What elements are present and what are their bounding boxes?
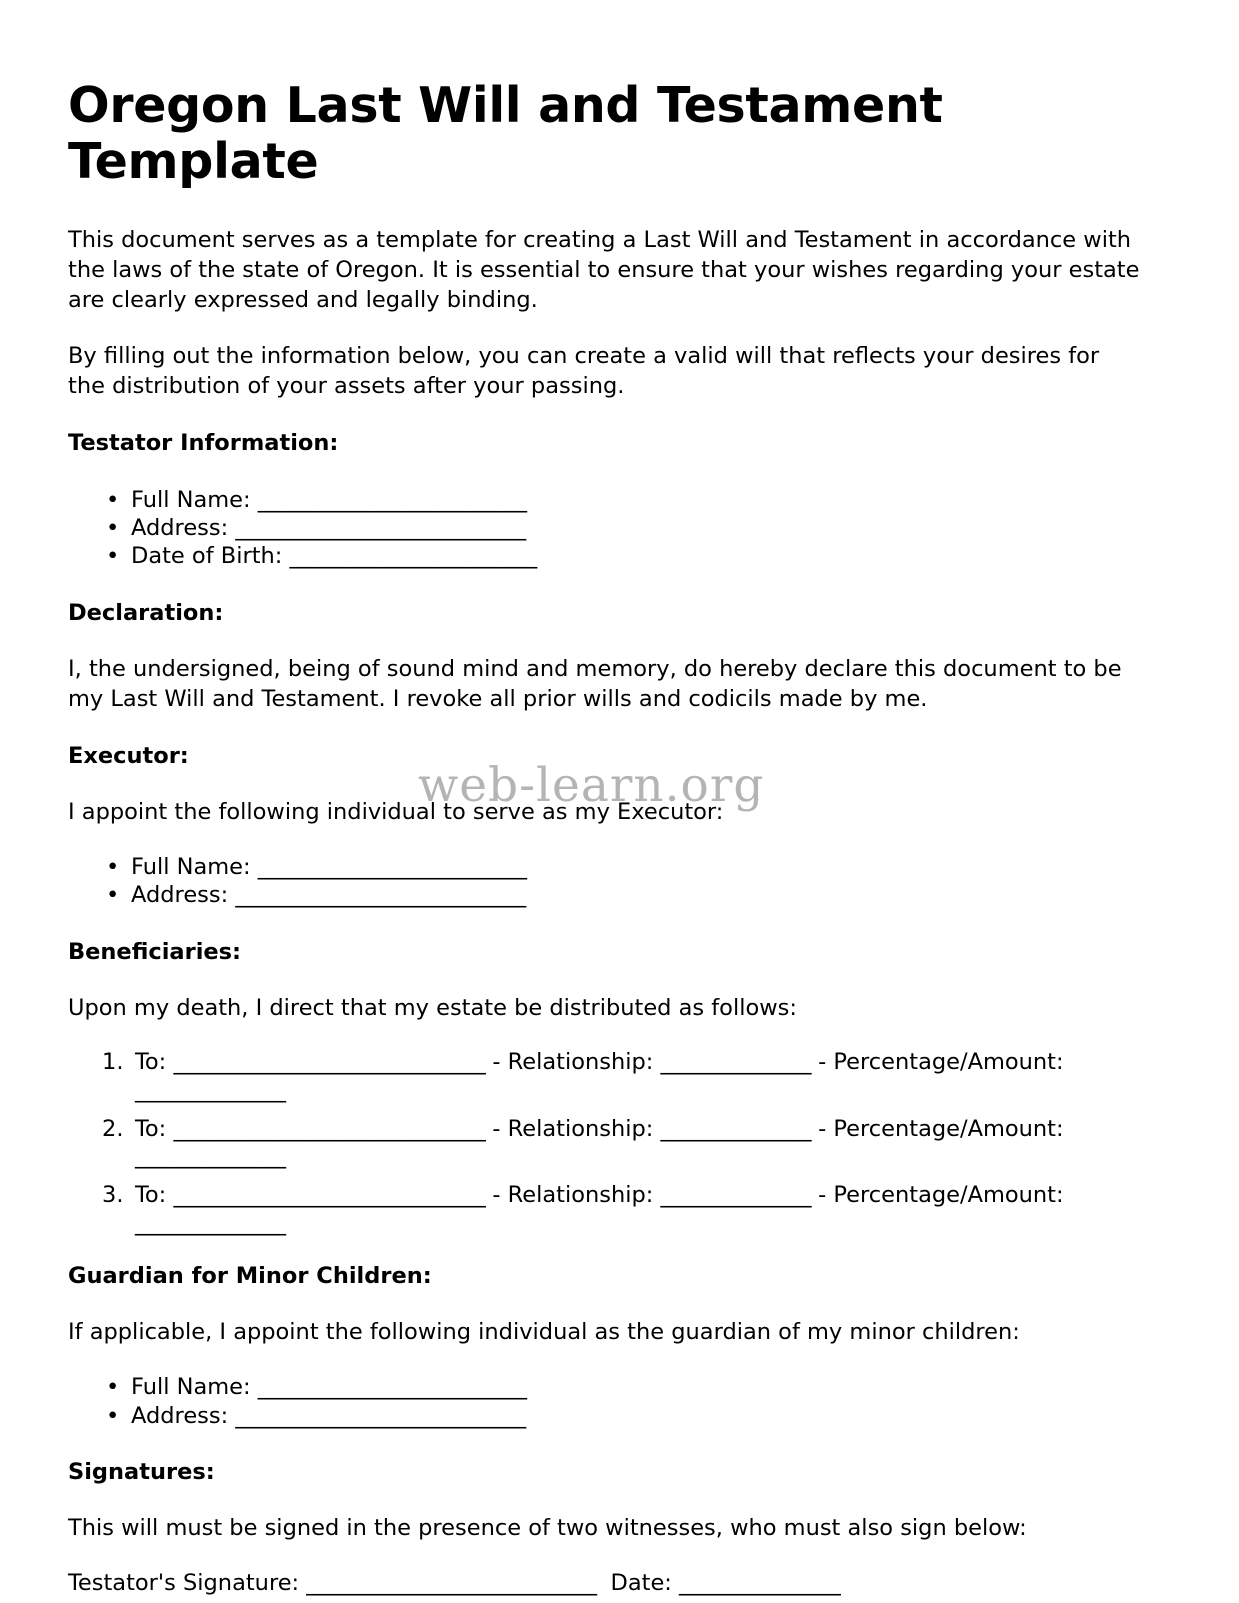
- intro-paragraph-2: By filling out the information below, you can create a valid will that reflects your desires for the distribution of your assets after your passing.: [68, 343, 1100, 400]
- beneficiary-to-blank[interactable]: _____________________________: [173, 1048, 486, 1075]
- beneficiary-to-blank[interactable]: _____________________________: [173, 1182, 486, 1209]
- field-blank[interactable]: _______________________: [289, 543, 537, 570]
- beneficiary-to-label: To:: [135, 1115, 167, 1142]
- beneficiary-percentage-label: - Percentage/Amount:: [818, 1182, 1064, 1209]
- field-label: Date of Birth:: [131, 543, 283, 570]
- beneficiary-percentage-label: - Percentage/Amount:: [818, 1115, 1064, 1142]
- page-title: Oregon Last Will and Testament Template: [68, 77, 943, 190]
- field-blank[interactable]: _________________________: [257, 853, 527, 880]
- beneficiary-relationship-label: - Relationship:: [492, 1048, 654, 1075]
- date-blank[interactable]: _______________: [679, 1570, 841, 1597]
- beneficiary-to-blank[interactable]: _____________________________: [173, 1115, 486, 1142]
- section-heading-executor: Executor:: [68, 742, 189, 769]
- list-item: [106, 486, 1140, 514]
- watermark: web-learn.org: [418, 758, 765, 813]
- field-blank[interactable]: _________________________: [257, 486, 527, 513]
- field-label: Address:: [131, 1402, 229, 1429]
- section-heading-guardian: Guardian for Minor Children:: [68, 1263, 432, 1290]
- beneficiary-percentage-label: - Percentage/Amount:: [818, 1048, 1064, 1075]
- beneficiary-percentage-blank[interactable]: ______________: [135, 1210, 286, 1237]
- beneficiary-relationship-blank[interactable]: ______________: [660, 1115, 811, 1142]
- guardian-fields: [68, 1373, 1140, 1430]
- date-label: Date:: [610, 1570, 672, 1597]
- list-item: [106, 514, 1140, 542]
- declaration-text: I, the undersigned, being of sound mind and memory, do hereby declare this document to be my Last Will and Testament. I revoke all prior wills and codicils made by me.: [68, 655, 1122, 712]
- list-item: [106, 881, 1140, 909]
- testator-signature-label: Testator's Signature:: [68, 1570, 300, 1597]
- field-label: Address:: [131, 882, 229, 909]
- section-heading-declaration: Declaration:: [68, 599, 224, 626]
- testator-signature-blank[interactable]: ___________________________: [306, 1570, 597, 1597]
- field-label: Full Name:: [131, 1374, 251, 1401]
- signatures-text: This will must be signed in the presence of two witnesses, who must also sign below:: [68, 1515, 1027, 1542]
- field-label: Full Name:: [131, 486, 251, 513]
- section-heading-signatures: Signatures:: [68, 1458, 215, 1485]
- list-item: [106, 542, 1140, 570]
- beneficiary-relationship-label: - Relationship:: [492, 1115, 654, 1142]
- executor-text: I appoint the following individual to serve as my Executor:: [68, 798, 724, 825]
- beneficiary-to-label: To:: [135, 1048, 167, 1075]
- field-label: Address:: [131, 514, 229, 541]
- table-row: [102, 1182, 1140, 1238]
- list-item: [106, 1402, 1140, 1430]
- field-label: Full Name:: [131, 853, 251, 880]
- section-heading-beneficiaries: Beneficiaries:: [68, 938, 242, 965]
- beneficiary-relationship-blank[interactable]: ______________: [660, 1182, 811, 1209]
- list-item: [106, 1373, 1140, 1401]
- field-blank[interactable]: ___________________________: [235, 1402, 526, 1429]
- intro-paragraph-1: This document serves as a template for creating a Last Will and Testament in accordance with the laws of the state of Oregon. It is essential to ensure that your wishes regarding your estate are clearly expressed and legally binding.: [68, 226, 1140, 313]
- field-blank[interactable]: ___________________________: [235, 882, 526, 909]
- section-heading-testator-information: Testator Information:: [68, 430, 339, 457]
- beneficiary-list: [68, 1049, 1140, 1238]
- beneficiary-percentage-blank[interactable]: ______________: [135, 1143, 286, 1170]
- table-row: [102, 1116, 1140, 1172]
- beneficiary-relationship-label: - Relationship:: [492, 1182, 654, 1209]
- testator-signature-row: [68, 1569, 1140, 1598]
- beneficiaries-text: Upon my death, I direct that my estate be distributed as follows:: [68, 994, 797, 1021]
- beneficiary-to-label: To:: [135, 1182, 167, 1209]
- guardian-text: If applicable, I appoint the following individual as the guardian of my minor children:: [68, 1319, 1020, 1346]
- beneficiary-percentage-blank[interactable]: ______________: [135, 1076, 286, 1103]
- field-blank[interactable]: ___________________________: [235, 514, 526, 541]
- executor-fields: [68, 853, 1140, 910]
- table-row: [102, 1049, 1140, 1105]
- field-blank[interactable]: _________________________: [257, 1374, 527, 1401]
- list-item: [106, 853, 1140, 881]
- testator-information-fields: [68, 486, 1140, 571]
- beneficiary-relationship-blank[interactable]: ______________: [660, 1048, 811, 1075]
